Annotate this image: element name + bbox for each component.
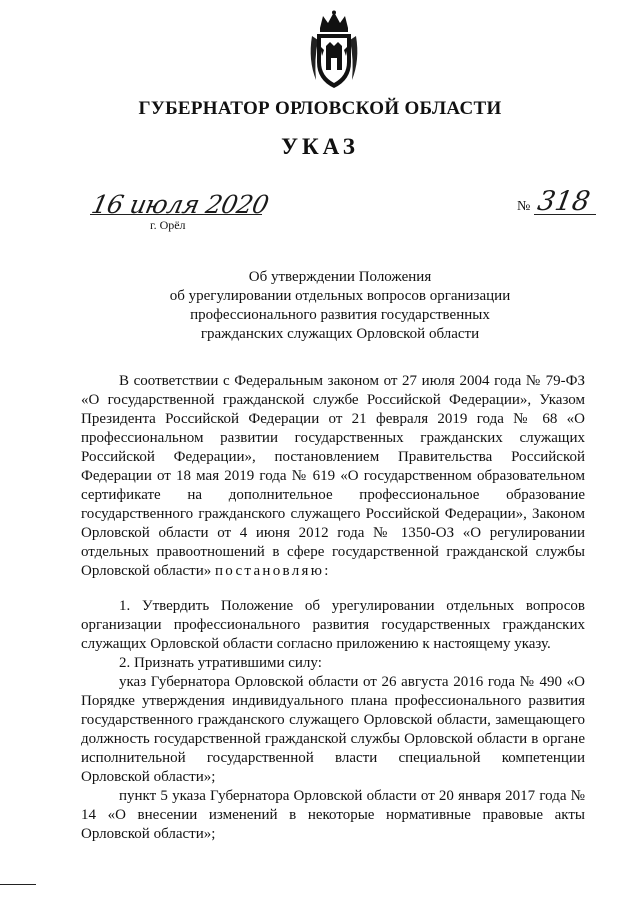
handwritten-date: 16 июля 2020	[88, 190, 272, 219]
issuer-heading: ГУБЕРНАТОР ОРЛОВСКОЙ ОБЛАСТИ	[138, 98, 502, 119]
city-label: г. Орёл	[150, 218, 186, 232]
number-sign: №	[517, 199, 531, 214]
title-line: гражданских служащих Орловской области	[200, 326, 480, 342]
document-body	[81, 372, 585, 844]
item-2-paragraph: 2. Признать утратившими силу:	[119, 655, 322, 671]
item-2a-paragraph: указ Губернатора Орловской области от 26 августа 2016 года № 490 «О Порядке утверждения индивидуального плана профессионального развития государственного гражданского служащего Орловской области, замещающего должность государственной гражданской службы Орловской области в органе исполнительной государственной власти специальной компетенции Орловской области»;	[81, 674, 585, 785]
date-underline	[90, 214, 262, 215]
page-footer-rule	[0, 884, 36, 885]
title-line: Об утверждении Положения	[248, 269, 432, 285]
handwritten-number: 318	[535, 186, 593, 217]
decree-word: постановляю:	[214, 563, 331, 579]
number-underline	[534, 214, 596, 215]
item-1-paragraph: 1. Утвердить Положение об урегулировании отдельных вопросов организации профессионального развития государственных гражданских служащих Орловской области согласно приложению к настоящему указу.	[81, 598, 585, 652]
document-type-heading: УКАЗ	[281, 134, 359, 159]
title-line: профессионального развития государственных	[190, 307, 490, 323]
item-2b-paragraph: пункт 5 указа Губернатора Орловской области от 20 января 2017 года № 14 «О внесении изменений в некоторые нормативные правовые акты Орловской области»;	[81, 788, 585, 842]
title-line: об урегулировании отдельных вопросов организации	[169, 288, 511, 304]
coat-of-arms-icon	[306, 10, 362, 90]
document-title	[60, 268, 620, 344]
preamble-text: В соответствии с Федеральным законом от 27 июля 2004 года № 79-ФЗ «О государственной гражданской службе Российской Федерации», Указом Президента Российской Федерации от 21 февраля 2019 года № 68 «О профессиональном развитии государственных гражданских служащих Российской Федерации», постановлением Правительства Российской Федерации от 18 мая 2019 года № 619 «О государственном образовательном сертификате на дополнительное профессиональное образование государственного гражданского служащего Российской Федерации», Законом Орловской области от 4 июня 2012 года № 1350-ОЗ «О регулировании отдельных правоотношений в сфере государственной гражданской службы Орловской области»	[81, 373, 585, 579]
preamble-paragraph	[81, 372, 585, 581]
